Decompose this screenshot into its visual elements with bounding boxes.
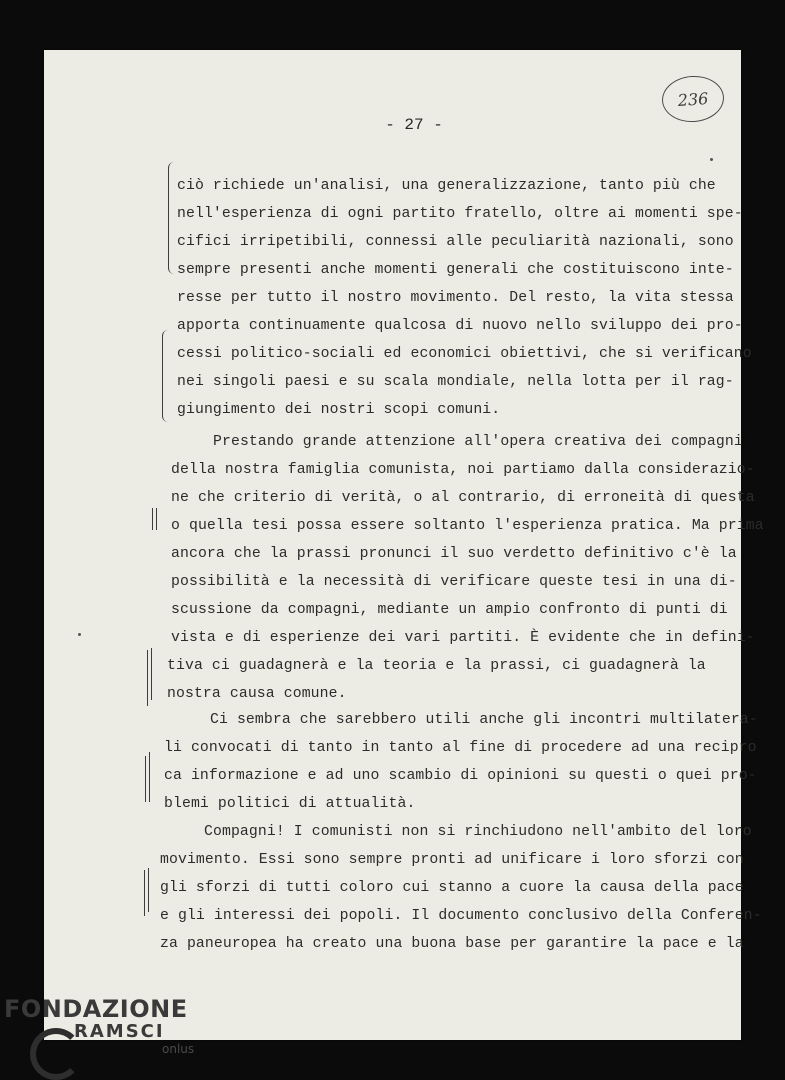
text-line: e gli interessi dei popoli. Il documento conclusivo della Conferen- (160, 908, 762, 924)
paper-speck (78, 633, 81, 636)
text-line: Compagni! I comunisti non si rinchiudono nell'ambito del loro (204, 824, 752, 840)
margin-line-mark (149, 752, 156, 802)
margin-line-mark (151, 648, 158, 700)
archive-number-stamp: 236 (660, 74, 725, 124)
watermark-subtitle: RAMSCI (74, 1021, 165, 1042)
text-line: giungimento dei nostri scopi comuni. (177, 402, 501, 418)
text-line: movimento. Essi sono sempre pronti ad unificare i loro sforzi con (160, 852, 744, 868)
text-line: ciò richiede un'analisi, una generalizzazione, tanto più che (177, 178, 716, 194)
text-line: apporta continuamente qualcosa di nuovo nello sviluppo dei pro- (177, 318, 743, 334)
paper-speck (710, 158, 713, 161)
document-page (44, 50, 764, 1040)
text-line: resse per tutto il nostro movimento. Del resto, la vita stessa (177, 290, 734, 306)
text-line: sempre presenti anche momenti generali che costituiscono inte- (177, 262, 734, 278)
page-number: - 27 - (385, 116, 443, 134)
margin-line-mark (156, 508, 163, 530)
text-line: za paneuropea ha creato una buona base per garantire la pace e la (160, 936, 744, 952)
margin-bracket-mark (168, 162, 175, 274)
text-line: tiva ci guadagnerà e la teoria e la prassi, ci guadagnerà la (167, 658, 706, 674)
watermark-onlus: onlus (162, 1042, 195, 1056)
text-line: vista e di esperienze dei vari partiti. È evidente che in defini- (171, 630, 755, 646)
text-line: blemi politici di attualità. (164, 796, 416, 812)
margin-bracket-mark (162, 330, 169, 422)
text-line: li convocati di tanto in tanto al fine di procedere ad una recipro (164, 740, 757, 756)
text-line: ca informazione e ad uno scambio di opinioni su questi o quei pro- (164, 768, 757, 784)
text-line: della nostra famiglia comunista, noi partiamo dalla considerazio- (171, 462, 755, 478)
watermark-title: FONDAZIONE (4, 995, 188, 1023)
text-line: nostra causa comune. (167, 686, 347, 702)
text-line: Ci sembra che sarebbero utili anche gli incontri multilatera- (210, 712, 758, 728)
margin-line-mark (148, 868, 155, 912)
text-line: cifici irripetibili, connessi alle peculiarità nazionali, sono (177, 234, 734, 250)
text-line: scussione da compagni, mediante un ampio confronto di punti di (171, 602, 728, 618)
text-line: ancora che la prassi pronunci il suo verdetto definitivo c'è la (171, 546, 737, 562)
text-line: o quella tesi possa essere soltanto l'esperienza pratica. Ma prima (171, 518, 764, 534)
text-line: Prestando grande attenzione all'opera creativa dei compagni (213, 434, 743, 450)
text-line: possibilità e la necessità di verificare queste tesi in una di- (171, 574, 737, 590)
text-line: nei singoli paesi e su scala mondiale, nella lotta per il rag- (177, 374, 734, 390)
text-line: cessi politico-sociali ed economici obiettivi, che si verificano (177, 346, 752, 362)
text-line: ne che criterio di verità, o al contrario, di erroneità di questa (171, 490, 755, 506)
text-line: nell'esperienza di ogni partito fratello, oltre ai momenti spe- (177, 206, 743, 222)
text-line: gli sforzi di tutti coloro cui stanno a cuore la causa della pace (160, 880, 744, 896)
watermark-logo-icon (30, 1028, 82, 1080)
